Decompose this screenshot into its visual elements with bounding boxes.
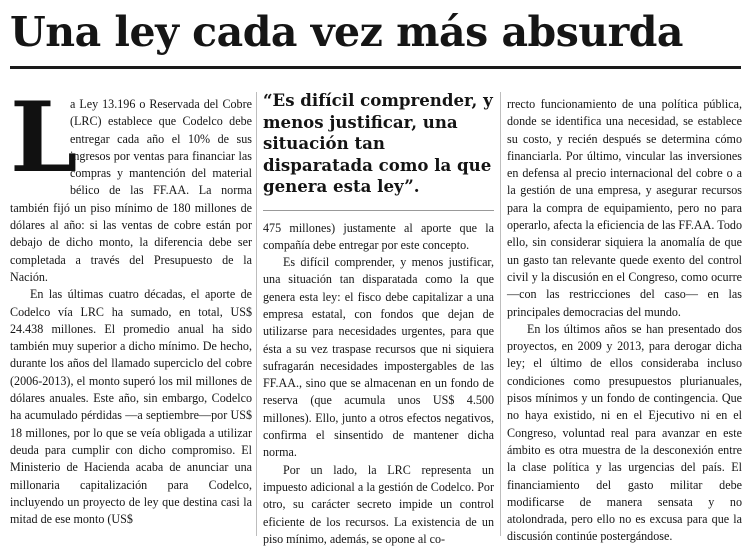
column-3: [507, 96, 742, 544]
paragraph-2: En las últimas cuatro décadas, el aporte de Codelco vía LRC ha sumado, en total, US$ 24.438 millones. El promedio anual ha sido también muy superior a dicho mínimo. De hecho, durante los años del llamado superciclo del cobre (2006-2013), el monto superó los mil millones de dólares anuales. Este año, sin embargo, Codelco ha acumulado pérdidas —a septiembre—por US$ 18 millones, por lo que se veía obligada a utilizar deuda para cumplir con dicho compromiso. El Ministerio de Hacienda acaba de anunciar una millonaria capitalización para Codelco, incluyendo un proyecto de ley que destina casi la mitad de ese monto (US$: [10, 287, 252, 527]
column-divider-2: [500, 92, 501, 536]
drop-cap: L: [10, 81, 78, 194]
column-1: [10, 81, 252, 536]
paragraph-1-text: a Ley 13.196 o Reservada del Cobre (LRC) establece que Codelco debe entregar cada año el 10% de sus ingresos por ventas para financiar las compras y mantención del material bélico de las FF.AA. La norma también fijó un piso mínimo de 180 millones de dólares al año: si las ventas de cobre están por debajo de dicho monto, la diferencia debe ser completada a través del Presupuesto de la Nación.: [10, 97, 252, 284]
paragraph-7: En los últimos años se han presentado dos proyectos, en 2009 y 2013, para derogar dicha ley; el último de ellos consideraba incluso condiciones como presupuestos plurianuales, pisos mínimos y un fondo de contingencia. Que no haya existido, ni en el Ejecutivo ni en el Congreso, voluntad real para avanzar en este ámbito es otra muestra de la desconexión entre la clase política y las urgencias del país. El financiamiento del gasto militar debe modificarse de manera sensata y no atolondrada, pero ello no es excusa para que la discusión continúe postergándose.: [507, 321, 742, 544]
column-divider-1: [256, 92, 257, 536]
paragraph-4: Es difícil comprender, y menos justificar, una situación tan disparatada como la que genera esta ley: el fisco debe capitalizar a una empresa estatal, con fondos que dejan de utilizarse para necesidades urgentes, para que ésta a su vez traspase recursos que ni siquiera sufragarán necesidades impostergables de las FF.AA., sino que se almacenan en un fondo de reserva (que acumula unos US$ 4.500 millones). Ello, junto a otros efectos negativos, confirma el sinsentido de mantener dicha norma.: [263, 255, 494, 460]
paragraph-6: rrecto funcionamiento de una política pública, donde se identifica una necesidad, se establece su costo, y recién después se determina cómo financiarla. Por último, vincular las inversiones en defensa al precio internacional del cobre o a la gestión de una empresa, y asegurar recursos para la compra de equipamiento, pero no para operarlo, afecta la eficiencia de las FF.AA. Todo ello, sin considerar siquiera la anomalía de que un gasto tan relevante quede exento del control civil y la discusión en el Congreso, como ocurre —con las restricciones del caso— en las principales democracias del mundo.: [507, 97, 742, 319]
pull-quote: “Es difícil comprender, y menos justificar, una situación tan disparatada como la que genera esta ley”.: [263, 90, 494, 211]
paragraph-1: [10, 81, 252, 286]
paragraph-3: 475 millones) justamente al aporte que la compañía debe entregar por este concepto.: [263, 220, 494, 252]
headline: Una ley cada vez más absurda: [10, 8, 683, 56]
column-2: [263, 90, 494, 546]
paragraph-5: Por un lado, la LRC representa un impuesto adicional a la gestión de Codelco. Por otro, su carácter secreto impide un control eficiente de los recursos. La existencia de un piso mínimo, además, se opone al co-: [263, 462, 494, 546]
headline-rule: [10, 66, 741, 69]
